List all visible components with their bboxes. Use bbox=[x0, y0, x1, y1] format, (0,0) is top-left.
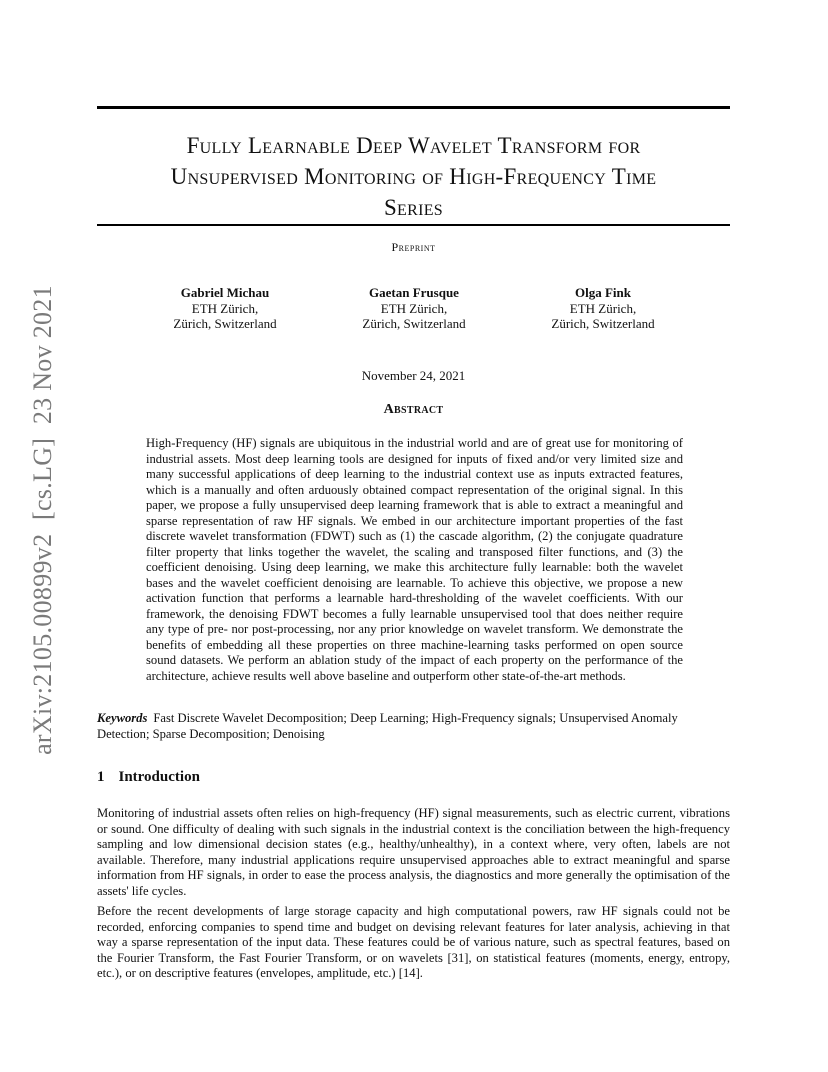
section-heading bbox=[97, 769, 200, 786]
body-paragraph: Monitoring of industrial assets often relies on high-frequency (HF) signal measurements, such as electric current, vibrations or sound. One difficulty of dealing with such signals in the industrial context is the conciliation between the high-frequency sampling and low dimensional decision states (e.g., healthy/unhealthy), in a context where, very often, labels are not available. Therefore, many industrial applications require unsupervised approaches able to extract meaningful and sparse information from HF signals, in order to ease the process analysis, the diagnostics and more generally the optimisation of the assets' life cycles. bbox=[97, 806, 730, 898]
author-location: Zürich, Switzerland bbox=[173, 316, 277, 331]
title-top-rule bbox=[97, 106, 730, 109]
author-affiliation: ETH Zürich, bbox=[380, 300, 448, 316]
abstract-heading: Abstract bbox=[383, 402, 444, 417]
publication-date: November 24, 2021 bbox=[361, 368, 466, 383]
author-block bbox=[334, 285, 494, 332]
section-title: Introduction bbox=[118, 769, 200, 785]
title-line: Series bbox=[383, 195, 444, 220]
author-location: Zürich, Switzerland bbox=[362, 316, 466, 331]
keywords-text: Fast Discrete Wavelet Decomposition; Deep Learning; High-Frequency signals; Unsupervised Anomaly Detection; Sparse Decomposition; Denoising bbox=[97, 711, 678, 741]
title-line: Fully Learnable Deep Wavelet Transform for bbox=[186, 133, 641, 158]
arxiv-identifier-stamp: arXiv:2105.00899v2 [cs.LG] 23 Nov 2021 bbox=[28, 285, 57, 755]
author-location: Zürich, Switzerland bbox=[551, 316, 655, 331]
keywords-paragraph bbox=[97, 711, 730, 742]
paper-title bbox=[97, 130, 730, 223]
author-name: Gaetan Frusque bbox=[369, 285, 459, 300]
author-block bbox=[523, 285, 683, 332]
section-number: 1 bbox=[97, 769, 105, 785]
author-affiliation: ETH Zürich, bbox=[191, 300, 259, 316]
author-affiliation: ETH Zürich, bbox=[569, 300, 637, 316]
author-name: Olga Fink bbox=[575, 285, 631, 300]
body-paragraph: Before the recent developments of large storage capacity and high computational powers, raw HF signals could not be recorded, enforcing companies to spend time and budget on devising relevant features for later analysis, achieving in that way a sparse representation of the input data. These features could be of various nature, such as spectral features, based on the Fourier Transform, the Fast Fourier Transform, or on wavelets [31], on statistical features (moments, energy, entropy, etc.), or on descriptive features (envelopes, amplitude, etc.) [14]. bbox=[97, 904, 730, 980]
author-name: Gabriel Michau bbox=[180, 285, 270, 300]
title-bottom-rule bbox=[97, 224, 730, 226]
preprint-label: Preprint bbox=[391, 240, 436, 254]
abstract-text: High-Frequency (HF) signals are ubiquitous in the industrial world and are of great use for monitoring of industrial assets. Most deep learning tools are designed for inputs of fixed and/or very limited size and many successful applications of deep learning to the industrial context use as inputs extracted features, which is a manually and often arduously obtained compact representation of the original signal. In this paper, we propose a fully unsupervised deep learning framework that is able to extract a meaningful and sparse representation of raw HF signals. We embed in our architecture important properties of the fast discrete wavelet transformation (FDWT) such as (1) the cascade algorithm, (2) the conjugate quadrature filter property that links together the wavelet, the scaling and transposed filter functions, and (3) the coefficient denoising. Using deep learning, we make this architecture fully learnable: both the wavelet bases and the wavelet coefficient denoising are learnable. To achieve this objective, we propose a new activation function that performs a learnable hard-thresholding of the wavelet coefficients. With our framework, the denoising FDWT becomes a fully learnable unsupervised tool that does neither require any type of pre- nor post-processing, nor any prior knowledge on wavelet transform. We demonstrate the benefits of embedding all these properties on three machine-learning tasks performed on open source sound datasets. We perform an ablation study of the impact of each property on the performance of the architecture, achieve results well above baseline and outperform other state-of-the-art methods. bbox=[146, 436, 683, 683]
keywords-label: Keywords bbox=[97, 711, 148, 725]
author-block bbox=[145, 285, 305, 332]
title-line: Unsupervised Monitoring of High-Frequency Time bbox=[170, 164, 657, 189]
